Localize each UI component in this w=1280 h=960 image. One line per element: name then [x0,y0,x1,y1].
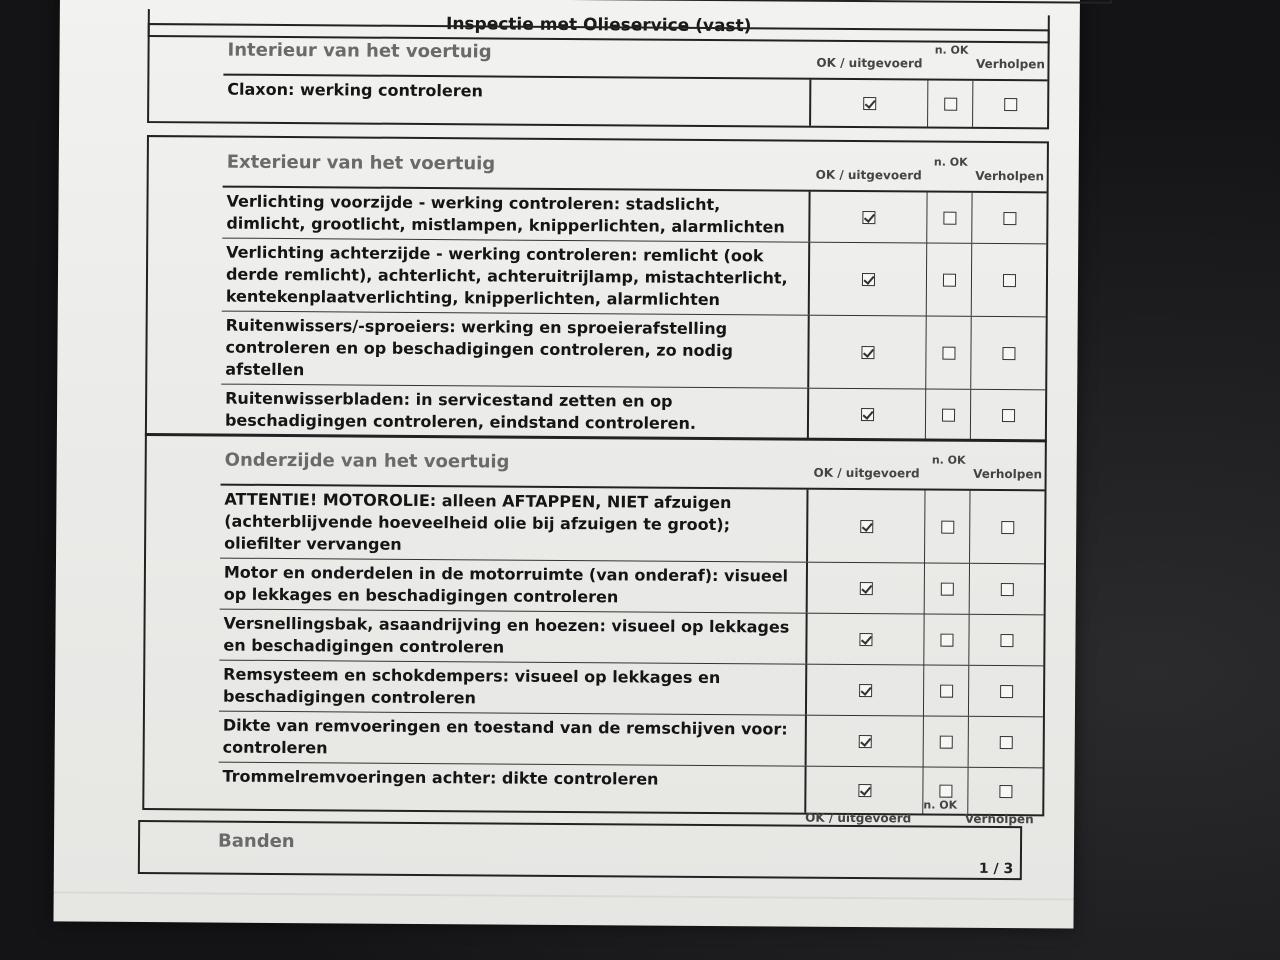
ok-checkbox[interactable] [859,633,872,646]
ok-cell [809,316,926,389]
ok-cell [811,80,928,127]
checklist-item-text: Motor en onderdelen in de motorruimte (van onderaf): visueel op lekkages en beschadigingen controleren [220,559,808,613]
fix-checkbox[interactable] [1000,685,1013,698]
column-header-fix: Verholpen [975,168,1045,184]
fix-cell [970,564,1044,615]
fix-cell [970,491,1045,564]
column-header-not-ok: n. OK [933,155,968,169]
not-ok-checkbox[interactable] [942,346,955,359]
not-ok-checkbox[interactable] [941,408,954,421]
not-ok-cell [926,389,971,439]
checklist-row [220,559,1044,616]
section-banden-header [138,780,1036,826]
fix-cell [969,717,1043,768]
ok-checkbox[interactable] [862,211,875,224]
fix-checkbox[interactable] [1000,634,1013,647]
inspection-sheet [53,0,1080,929]
not-ok-checkbox[interactable] [939,735,952,748]
column-header-not-ok: n. OK [923,798,958,812]
fix-cell [969,615,1043,666]
checklist-item-text: Ruitenwisserbladen: in servicestand zetten en op beschadigingen controleren, eindstand controleren. [221,385,809,439]
ok-cell [807,614,924,665]
checklist-row [223,76,1047,128]
section-banden [138,820,1022,880]
checklist-item-text: ATTENTIE! MOTOROLIE: alleen AFTAPPEN, NIET afzuigen (achterblijvende hoeveelheid olie bij afzuigen te groot); oliefilter vervangen [220,486,808,562]
document-title: Inspectie met Olieservice (vast) [148,9,1050,43]
ok-checkbox[interactable] [859,684,872,697]
column-header-ok: OK / uitgevoerd [805,810,912,826]
section-header [149,25,1047,79]
checklist-item-text: Dikte van remvoeringen en toestand van de remschijven voor: controleren [219,712,807,766]
fix-checkbox[interactable] [1002,347,1015,360]
column-header-fix: Verholpen [976,56,1045,72]
top-border [148,0,1112,4]
checklist-item-text: Versnellingsbak, asaandrijving en hoezen: visueel op lekkages en beschadigingen controleren [219,610,807,664]
column-header-not-ok: n. OK [934,43,969,57]
not-ok-checkbox[interactable] [942,273,955,286]
ok-checkbox[interactable] [861,408,874,421]
not-ok-cell [925,563,970,613]
section-title: Interieur van het voertuig [227,39,492,63]
checklist-item-text: Claxon: werking controleren [223,76,811,126]
not-ok-cell [926,316,972,388]
ok-checkbox[interactable] [861,346,874,359]
section-title: Exterieur van het voertuig [226,151,496,175]
section-title: Banden [217,830,295,853]
ok-cell [810,192,927,243]
checklist-item-text: Verlichting achterzijde - werking controleren: remlicht (ook derde remlicht), achterlicht, achteruitrijlamp, mistachterlicht, kentekenplaatverlichting, knipperlichten, alarmlichten [222,239,810,315]
fix-cell [971,390,1045,441]
fix-checkbox[interactable] [1000,583,1013,596]
fix-checkbox[interactable] [999,736,1012,749]
fix-cell [972,193,1046,244]
checklist-row [219,610,1043,667]
checklist-row [219,661,1043,718]
checklist-row [220,486,1044,565]
ok-checkbox[interactable] [858,735,871,748]
not-ok-checkbox[interactable] [940,684,953,697]
ok-checkbox[interactable] [861,273,874,286]
fix-checkbox[interactable] [1001,409,1014,422]
section-exterieur [145,135,1049,442]
checklist-row [221,385,1045,441]
section-header [149,137,1047,191]
ok-cell [809,389,926,440]
checklist-item-text: Ruitenwissers/-sproeiers: werking en sproeierafstelling controleren en op beschadigingen controleren, zo nodig afstellen [221,312,809,388]
checklist-row [221,312,1045,391]
not-ok-cell [928,81,973,127]
column-header-not-ok: n. OK [931,453,966,467]
section-rows [223,74,1047,128]
section-onderzijde [142,433,1047,816]
checklist-item-text: Trommelremvoeringen achter: dikte controleren [218,763,806,813]
fix-cell [972,244,1047,317]
section-header [147,435,1045,489]
column-header-ok: OK / uitgevoerd [815,167,922,183]
fix-checkbox[interactable] [1003,212,1016,225]
not-ok-checkbox[interactable] [940,582,953,595]
page-number: 1 / 3 [978,860,1014,878]
ok-cell [807,665,924,716]
section-rows [221,186,1047,441]
checklist-item-text: Remsysteem en schokdempers: visueel op lekkages en beschadigingen controleren [219,661,807,715]
column-header-fix: Verholpen [964,811,1034,827]
fix-checkbox[interactable] [1001,521,1014,534]
checklist-row [222,188,1046,245]
fix-cell [971,317,1046,390]
not-ok-checkbox[interactable] [944,97,957,110]
ok-cell [810,243,927,316]
fix-cell [973,81,1047,128]
not-ok-checkbox[interactable] [940,633,953,646]
paper-fold [54,891,1074,900]
not-ok-cell [927,193,972,243]
column-header-ok: OK / uitgevoerd [813,465,920,481]
not-ok-cell [924,665,969,715]
fix-checkbox[interactable] [1004,98,1017,111]
fix-checkbox[interactable] [1002,274,1015,287]
ok-checkbox[interactable] [863,97,876,110]
ok-cell [807,716,924,767]
not-ok-checkbox[interactable] [941,520,954,533]
not-ok-cell [924,614,969,664]
ok-cell [808,563,925,614]
fix-cell [969,666,1043,717]
not-ok-cell [927,244,973,316]
section-rows [218,484,1044,815]
checklist-item-text: Verlichting voorzijde - werking controleren: stadslicht, dimlicht, grootlicht, mistlampen, knipperlichten, alarmlichten [222,188,810,242]
section-interieur [147,23,1050,129]
column-header-fix: Verholpen [973,466,1043,482]
not-ok-cell [924,716,969,766]
ok-cell [808,490,925,563]
ok-checkbox[interactable] [860,520,873,533]
ok-checkbox[interactable] [859,582,872,595]
not-ok-checkbox[interactable] [943,211,956,224]
checklist-row [222,239,1046,318]
not-ok-cell [925,490,971,562]
column-header-ok: OK / uitgevoerd [816,55,923,71]
section-title: Onderzijde van het voertuig [224,449,510,473]
checklist-row [219,712,1043,769]
